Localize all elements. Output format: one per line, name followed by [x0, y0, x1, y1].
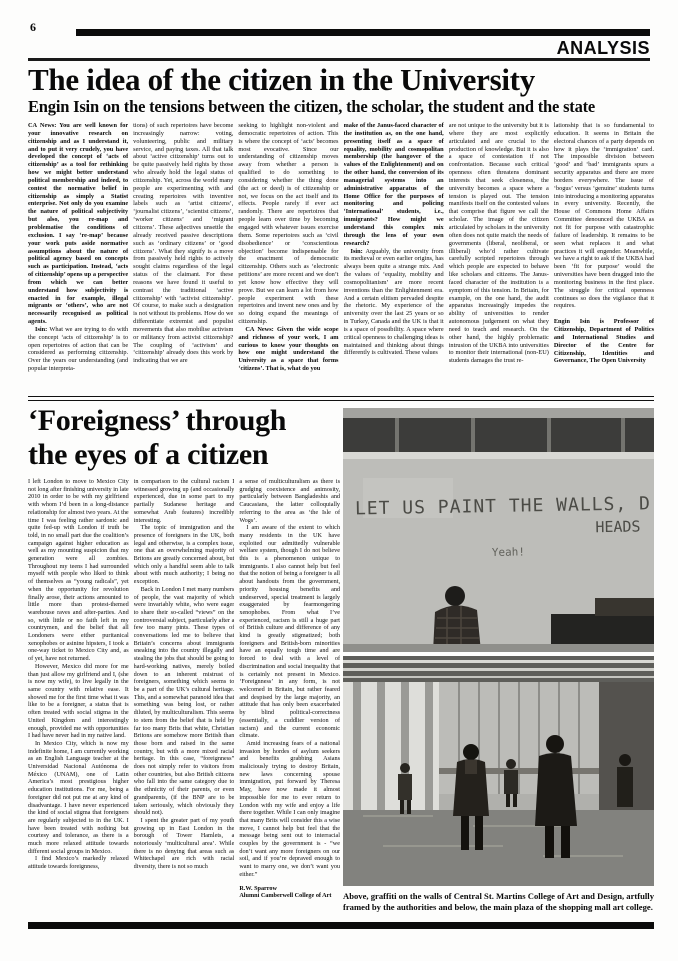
paragraph: Engin Isin is Professor of Citizenship, Department of Politics and International Studies and Director of the Centre for Citizenship, Identities and Governance, The Open University — [553, 318, 654, 365]
paragraph: a sense of multiculturalism as there is grudging coexistence and animosity, particularly between Bangladeshis and Caucasians, the latter colloquially referring to the area as ‘the Isle of Wogs’. — [239, 478, 340, 524]
article1-column-2 — [133, 122, 233, 394]
article1-headline: The idea of the citizen in the University — [28, 62, 535, 97]
article1-subhead: Engin Isin on the tensions between the citizen, the scholar, the student and the state — [28, 97, 596, 116]
paragraph: lationship that is so fundamental to education. It seems in Britain the electoral chances of a party depends on how it plays the ‘immigration’ card. The impossible division between ‘good’ and ‘bad’ immigrants spurs a security apparatus and there are more borders everywhere. The issue of ‘bogus’ versus ‘genuine’ students turns into introducing a monitoring apparatus in every university. Recently, the House of Commons Home Affairs Committee denounced the UKBA as not fit for purpose with catastrophic failure of leadership. It remains to be seen what replaces it and what practices it will engender. Meanwhile, we have a right to ask if the UKBA had been ‘fit for purpose’ would the universities have been dragged into the monitoring business in the first place. The struggle for critical openness continues so does the vigilance that it requires. — [553, 122, 654, 310]
section-title: ANALYSIS — [556, 38, 650, 58]
photo-graffiti-wall — [343, 408, 654, 652]
photo-mall-plaza — [343, 656, 654, 886]
article2-column-1 — [28, 478, 129, 906]
paragraph: make of the Janus-faced character of the institution as, on the one hand, presenting itself as a space of equality, mobility and cosmopolitan membership (the hangover of the values of the Enlightenment) and on the other hand, the conversion of its managerial systems into an administrative apparatus of the Home Office for the purposes of monitoring and policing ‘International’ students, i.e., immigrants? How might we understand this complex mix through the lens of your own research? — [343, 122, 444, 247]
paragraph: In Mexico City, which is now my indefinite home, I am currently working as an English Language teacher at the Universidad Nacional Autónoma de México (UNAM), one of Latin America’s most prestigious higher education institutions. For me, being a foreigner did not put me at any kind of disadvantage. I have never experienced the kind of social stigma that foreigners are regularly subjected to in the UK. I have been treated with nothing but courtesy and tolerance, as there is a much more relaxed attitude towards different social groups in Mexico. — [28, 739, 129, 855]
graffiti-photo-illustration — [343, 408, 654, 652]
article1-column-1 — [28, 122, 128, 394]
top-rule — [76, 29, 650, 36]
article2-headline — [28, 404, 358, 472]
paragraph: Amid increasing fears of a national invasion by hordes of asylum seekers and benefits grabbing Asians maliciously trying to destroy Britain, new laws concerning spouse immigration, put forward by Theresa May, have now made it almost impossible for me to ever return to London with my wife and enjoy a life there together. While I can only imagine that many Brits will consider this a wise move, I cannot help but feel that the message being sent out to interracial couples by the government is - “we don’t want any more foreigners on our soil, and if you’re depraved enough to want to marry one, we don’t want you either.” — [239, 739, 340, 878]
graffiti-text-note: Yeah! — [491, 545, 526, 560]
article2-headline-line2: the eyes of a citizen — [28, 438, 269, 471]
paragraph: However, Mexico did more for me than just allow my girlfriend and I, (she is now my wife), to live legally in the same country with relative ease. It showed me for the first time what it was like to be a foreigner, a status that is often treated with social stigma in the United Kingdom and interestingly enough, provided me with opportunities I had have never had in my native land. — [28, 662, 129, 740]
article1-column-4 — [344, 122, 444, 394]
photo-caption: Above, graffiti on the walls of Central St. Martins College of Art and Design, artfully framed by the authorities and below, the main plaza of the shopping mall art college. — [343, 891, 654, 912]
article2-column-2 — [134, 478, 235, 906]
paragraph: in comparison to the cultural racism I witnessed growing up (and occasionally experienced, due in some part to my partially Sudanese heritage and somewhat Arab features) incredibly interesting. — [133, 478, 235, 524]
paragraph: CA News: You are well known for your innovative research on citizenship and as I understand it, and to put it very crudely, you have developed the concept of ‘acts of citizenship’ as a tool for rethinking how we might better understand political membership and indeed, to contest the normative belief in citizenship as simply a Statist enterprise. Not only do you examine the nature of political subjectivity but also, you re-map and problematise the conditions of exclusion. I say ‘re-map’ because your work puts aside normative assumptions about the nature of political agency based on concepts such as participation. Instead, ‘acts of citizenship’ opens up a perspective from which we can better understand how subjectivity is enacted in for example, illegal migrants or ‘others’, who are not necessarily recognised as political agents. — [28, 122, 129, 326]
paragraph: Isin: Arguably, the university from its medieval or even earlier origins, has always been quite a strange mix. And the values of ‘equality, mobility and cosmopolitanism’ are more recent inventions than the Enlightenment era. And a certain elitism pervaded despite the rhetoric. My experience of the university over the last 25 years or so in Turkey, Canada and the UK is that it is a space of possibility. A space where critical openness to challenging ideas is maintained and thinking about things differently is cultivated. These values — [343, 247, 444, 357]
paragraph: I left London to move to Mexico City not long after finishing university in late 2010 in order to be with my girlfriend with whom I’d been in a long-distance relationship for almost two years. At the time I was feeling rather sardonic and quite fed-up with London if truth be told, in no small part due the coalition’s campaign against higher education as well as my mounting suspicion that my generation were all zombies. Throughout my teens I had surrounded myself with people who liked to think of themselves as “young radicals”, yet when the opportunity for revolution finally arose, their actions amounted to little more than protest-themed warehouse raves and after-parties. And so, with little or no faith left in my countrymen, and the belief that all Londoners were either puritanical xenophobes or asinine hipsters, I took a one-way ticket to Mexico City and, as of yet, have not returned. — [28, 478, 129, 663]
paragraph: I am aware of the extent to which many residents in the UK have exploited our admittedly vulnerable welfare system, though I do not believe this is a phenomenon unique to immigrants. I also cannot help but feel that the notion of being a foreigner is all about handouts from the government, priority housing benefits and undeserved, special treatment is largely exaggerated by fearmongering xenophobes. From what I’ve experienced, racism is still a huge part of British culture and difference of any kind is greatly stigmatized; both foreigners and British-born minorities have an equally tough time and are forced to deal with a level of discrimination and social inequality that is certainly not present in Mexico. ‘Foreignness’ in any form, is not welcomed in Britain, but rather feared and despised by the large majority, an attitude that has only been exacerbated by blind political-correctness (essentially, a cuddlier version of racism) and the current economic climate. — [239, 524, 340, 740]
graffiti-text-line1: LET US PAINT THE WALLS, D — [354, 493, 652, 520]
paragraph: I find Mexico’s markedly relaxed attitude towards foreignness, — [28, 855, 129, 871]
graffiti-text-line2: HEADS — [595, 517, 641, 537]
article-divider-rule — [28, 396, 654, 401]
article1-column-3 — [238, 122, 338, 394]
plaza-photo-illustration — [343, 656, 654, 886]
paragraph: Alumni Camberwell College of Art — [239, 892, 332, 900]
article2-column-3 — [239, 478, 340, 906]
bottom-rule — [28, 922, 654, 929]
paragraph: Back in London I met many numbers of people, the vast majority of which were invariably white, who were eager to share their so-called “views” on the controversial subject, particularly after a few too many pints. These types of conversations led me to believe that Britain’s concerns about immigrants sneaking into the country illegally and stealing the jobs that should be going to hard-working natives, merely boiled down to an inherent mistrust of foreigners, something which seems to be a part of the UK’s cultural heritage. This, and a somewhat paranoid idea that something was being lost, or rather diluted, by multiculturalism. This seems to stem from the belief that is held by far too many Brits that white, Christian Britons are somehow more British than those born and raised in the same country, but with a more mixed racial heritage. In this case, “foreignness” does not simply refer to visitors from other countries, but also British citizens who fall into the same category due to the ethnicity of their parents, or even grandparents, (if the BNP are to be taken seriously, which obviously they should not). — [133, 585, 235, 817]
article1-column-5 — [449, 122, 549, 394]
paragraph: I spent the greater part of my youth growing up in East London in the borough of Tower Hamlets, a notoriously ‘multicultural area’. While there is no denying that areas such as Whitechapel are rich with racial diversity, there is not so much — [133, 816, 235, 871]
article2-body — [28, 478, 340, 906]
paragraph: CA News: Given the wide scope and richness of your work, I am curious to know your thoughts on how one might understand the University as a space that forms ‘citizens’. That is, what do you — [238, 325, 339, 373]
paragraph: tions) of such repertoires have become increasingly narrow: voting, volunteering, public and military service, and paying taxes. All that talk about ‘active citizenship’ turns out to be quite passively held rights by those who already hold the legal status of citizenship. Yet, across the world many people are experimenting with and creating repertoires with inventive labels such as ‘artist citizens’, ‘journalist citizens’, ‘scientist citizens’, ‘worker citizens’ and ‘migrant citizens’. These adjectives unsettle the already received passive descriptions such as ‘ordinary citizens’ or ‘good citizens’. What they signify is a move from passively held rights to actively sought claims regardless of the legal status of the claimant. For these reasons we have found it useful to contrast the traditional ‘active citizenship’ with ‘activist citizenship’. Of course, to make such a designation is not without its problems. How do we differentiate extremist and populist movements that also mobilise activism or militancy from activist citizenship? The coupling of ‘activism’ and ‘citizenship’ already does this work by indicating that we are — [133, 122, 234, 365]
article1-body — [28, 122, 654, 394]
paragraph: Isin: What we are trying to do with the concept ‘acts of citizenship’ is to open repertoires of action that can be considered as performing citizenship. Over the years our understanding (and popular interpreta- — [28, 325, 129, 373]
paragraph: R.W. Sparrow — [239, 884, 277, 892]
article2-headline-line1: ‘Foreigness’ through — [28, 404, 287, 437]
header-rule — [28, 58, 650, 61]
paragraph: The topic of immigration and the presence of foreigners in the UK, both legal and otherwise, is a complex issue, one that an overwhelming majority of Britons are greatly concerned about, but which only a handful seem able to talk about with much authority; I being no exception. — [133, 524, 235, 586]
paragraph: are not unique to the university but it is where they are most explicitly articulated and are crucial to the production of knowledge. But it is also a space of contestation if not confrontation. Because such critical openness often threatens dominant interests that seek closeness, the university becomes a space where a tension is played out. The tension manifests itself on the contested values that comprise that figure we call the scholar. The image of the citizen articulated by scholars in the university often does not quite match the needs of governments (liberal, neoliberal, or illiberal) who’d rather cultivate carefully scripted repertoires through which people are expected to behave like scholars and citizens. The Janus-faced character of the institution is a symptom of this tension. In Britain, for example, on the one hand, the audit apparatus increasingly impedes the ability of universities to render autonomous judgement on what they need to teach and research. On the other hand, the highly problematic intrusion of the UKBA into universities to monitor their international (non-EU) students damages the trust re- — [448, 122, 549, 365]
paragraph: seeking to highlight non-violent and democratic repertoires of action. This is where the concept of ‘acts’ becomes most evocative. Since our understanding of citizenship moves away from whether a person is qualified to do something to considering whether the thing done (the act or deed) is of citizenship or not, we focus on the act itself and its effects. People rarely if ever act randomly. There are repertoires that people learn over time by becoming engaged with whatever issues exercise them. Some repertoires such as ‘civil disobedience’ or ‘conscientious objection’ become indispensable for the enactment of democratic citizenship. Others such as ‘electronic petitions’ are more recent and we don’t yet know how effective they will prove. But we can learn a lot from how people experiment with these repertoires and invent new ones and by so doing expand the meanings of citizenship. — [238, 122, 339, 326]
page-number: 6 — [30, 20, 36, 34]
article1-column-6 — [554, 122, 654, 394]
